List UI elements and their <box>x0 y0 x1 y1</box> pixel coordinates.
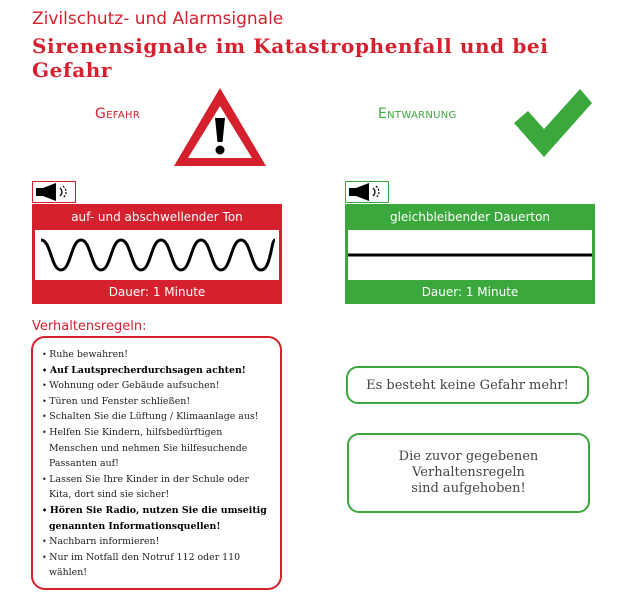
rules-lifted-line: Verhaltensregeln <box>412 465 525 480</box>
warning-triangle-icon <box>170 84 270 170</box>
steady-tone-line <box>348 230 592 280</box>
rules-lifted-notice <box>347 433 590 513</box>
list-item: • Nachbarn informieren! <box>41 534 274 550</box>
rules-heading: Verhaltensregeln: <box>32 319 147 334</box>
list-item: • Wohnung oder Gebäude aufsuchen! <box>41 378 274 394</box>
rules-lifted-line: sind aufgehoben! <box>411 481 526 496</box>
rules-box <box>31 336 282 590</box>
checkmark-icon <box>512 85 592 161</box>
allclear-signal-description: gleichbleibender Dauerton <box>389 210 551 224</box>
list-item: • Helfen Sie Kindern, hilfsbedürftigen Menschen und nehmen Sie hilfesuchende Passanten auf! <box>41 425 274 472</box>
list-item: • Lassen Sie Ihre Kinder in der Schule oder Kita, dort sind sie sicher! <box>41 472 274 503</box>
no-danger-notice: Es besteht keine Gefahr mehr! <box>346 366 589 404</box>
allclear-duration: Dauer: 1 Minute <box>421 285 519 299</box>
allclear-label: Entwarnung <box>378 106 457 122</box>
list-item: • Ruhe bewahren! <box>41 347 274 363</box>
list-item: • Türen und Fenster schließen! <box>41 394 274 410</box>
list-item: • Auf Lautsprecherdurchsagen achten! <box>41 363 274 379</box>
document-subtitle: Zivilschutz- und Alarmsignale <box>32 9 284 29</box>
list-item: • Nur im Notfall den Notruf 112 oder 110 wählen! <box>41 550 274 581</box>
danger-label: Gefahr <box>95 106 141 122</box>
danger-signal-panel <box>32 204 282 304</box>
rules-list <box>41 347 274 581</box>
list-item: • Hören Sie Radio, nutzen Sie die umseitig genannten Informationsquellen! <box>41 503 274 534</box>
rules-lifted-line: Die zuvor gegebenen <box>398 449 539 464</box>
danger-signal-description: auf- und abschwellender Ton <box>71 210 243 224</box>
speaker-icon <box>32 181 76 203</box>
document-title: Sirenensignale im Katastrophenfall und bei Gefahr <box>32 34 549 82</box>
danger-duration: Dauer: 1 Minute <box>108 285 206 299</box>
rising-falling-tone-wave <box>35 230 279 280</box>
allclear-signal-panel <box>345 204 595 304</box>
speaker-icon <box>345 181 389 203</box>
list-item: • Schalten Sie die Lüftung / Klimaanlage aus! <box>41 409 274 425</box>
